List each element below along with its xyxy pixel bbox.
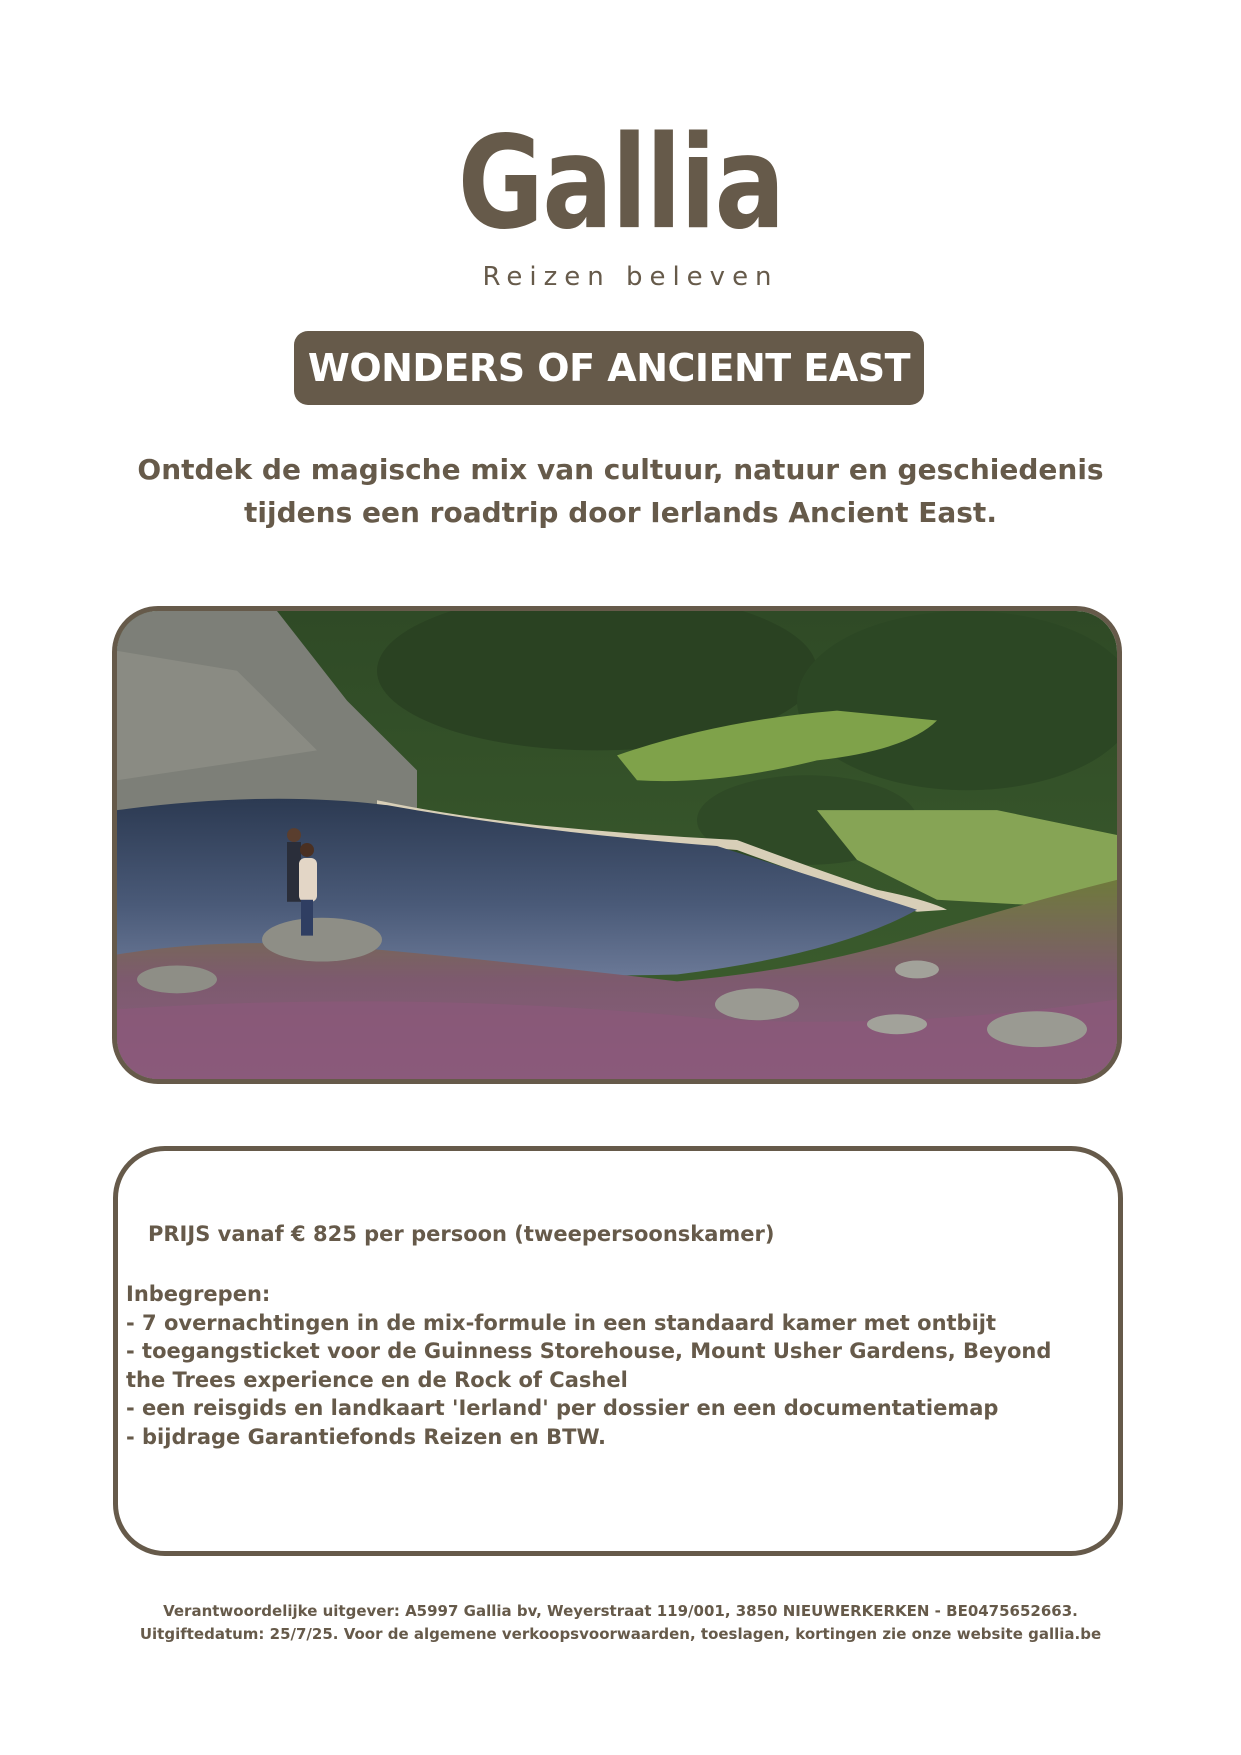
hero-photo bbox=[112, 606, 1122, 1084]
subtitle-line-2: tijdens een roadtrip door Ierlands Ancient East. bbox=[244, 496, 997, 529]
subtitle bbox=[90, 448, 1151, 534]
footer-publisher: Verantwoordelijke uitgever: A5997 Gallia bv, Weyerstraat 119/001, 3850 NIEUWERKERKEN - BE0475652663. bbox=[163, 1602, 1078, 1620]
included-item: - een reisgids en landkaart 'Ierland' per dossier en een documentatiemap bbox=[126, 1396, 999, 1420]
page-title: WONDERS OF ANCIENT EAST bbox=[294, 331, 924, 405]
included-heading: Inbegrepen: bbox=[126, 1282, 271, 1306]
brand-name: Gallia bbox=[457, 109, 784, 258]
included-item: - toegangsticket voor de Guinness Storehouse, Mount Usher Gardens, Beyond the Trees experience en de Rock of Cashel bbox=[126, 1339, 1052, 1392]
included-item: - bijdrage Garantiefonds Reizen en BTW. bbox=[126, 1424, 606, 1449]
subtitle-line-1: Ontdek de magische mix van cultuur, natuur en geschiedenis bbox=[137, 453, 1104, 486]
included-list bbox=[126, 1280, 1086, 1451]
footer bbox=[60, 1600, 1181, 1646]
footer-date-terms: Uitgiftedatum: 25/7/25. Voor de algemene verkoopsvoorwaarden, toeslagen, kortingen zie onze website gallia.be bbox=[139, 1625, 1102, 1643]
included-item: - 7 overnachtingen in de mix-formule in een standaard kamer met ontbijt bbox=[126, 1310, 997, 1335]
brand-logo bbox=[0, 109, 1241, 292]
landscape-photo-icon bbox=[117, 611, 1117, 1079]
brand-tagline: Reizen beleven bbox=[482, 262, 779, 292]
price-text: PRIJS vanaf € 825 per persoon (tweepersoonskamer) bbox=[148, 1222, 775, 1246]
